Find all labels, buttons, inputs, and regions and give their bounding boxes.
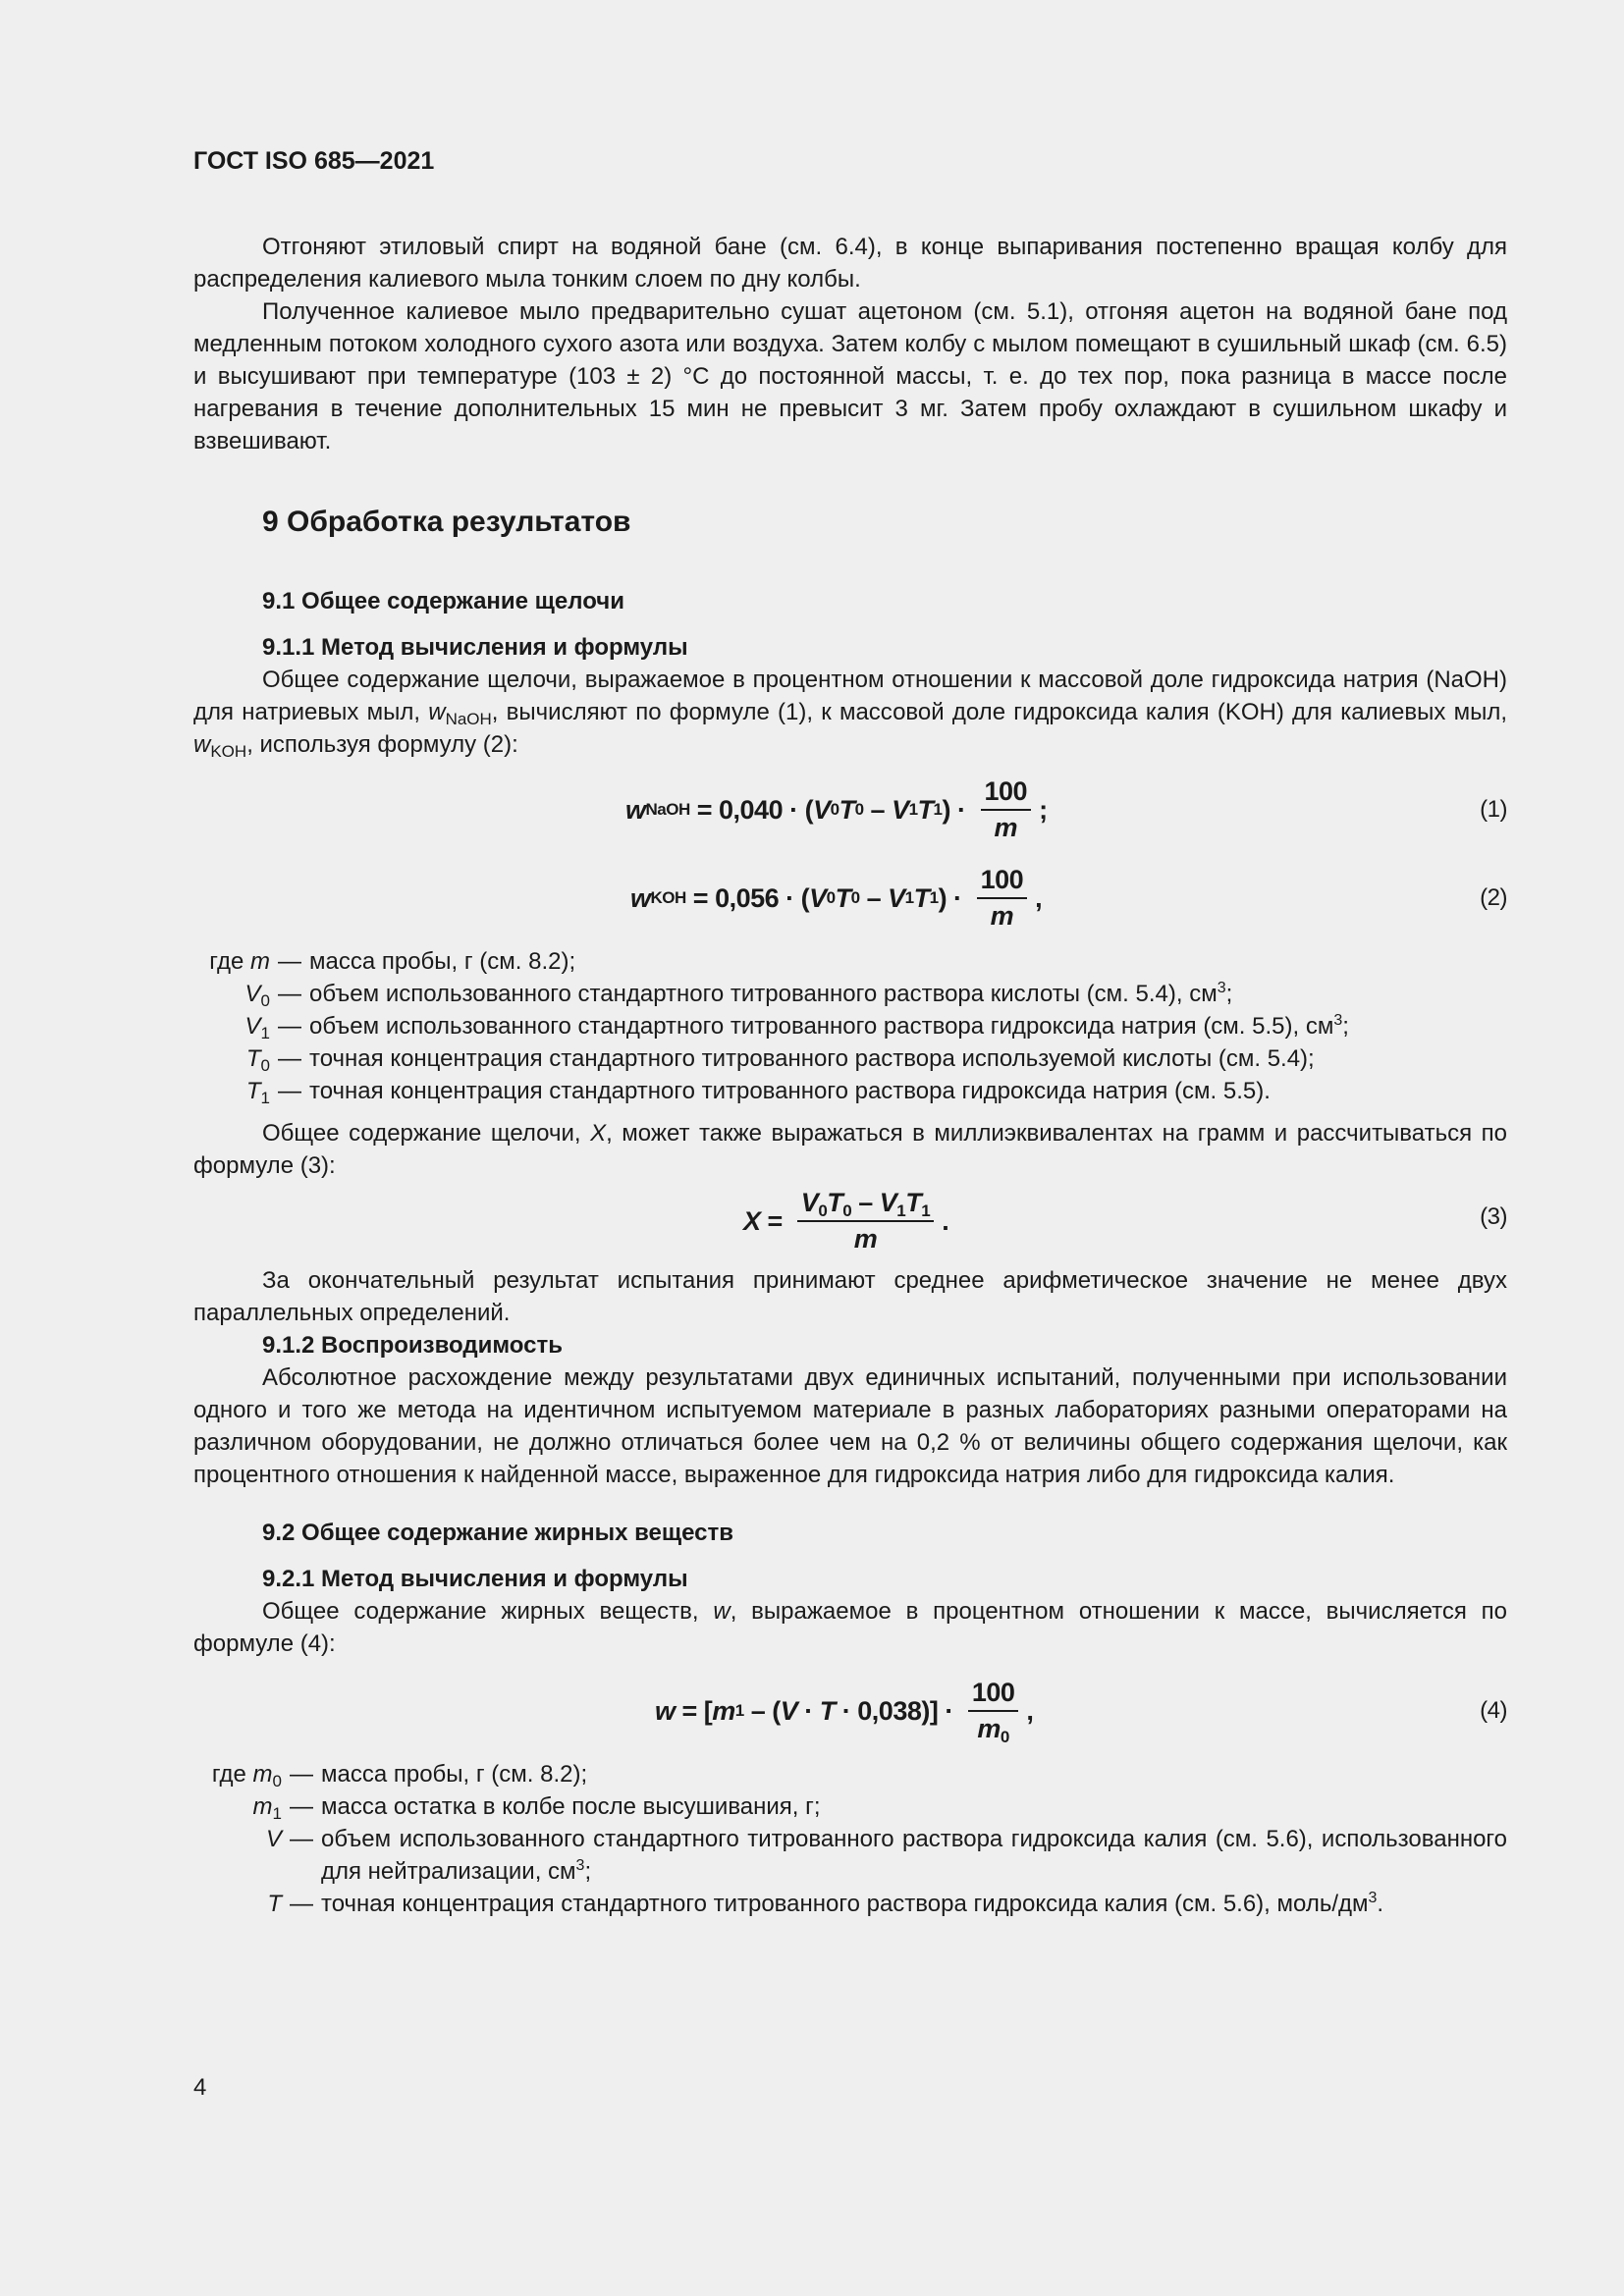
formula-2: w KOH = 0,056 · ( V 0 T 0 – V 1 T 1 ) · $\frac{100}{m}$ , (2)	[630, 865, 1507, 931]
formula-4-label: (4)	[1480, 1697, 1507, 1724]
intro-paragraph-1: Отгоняют этиловый спирт на водяной бане (см. 6.4), в конце выпаривания постепенно вращая колбу для распределения калиевого мыла тонким слоем по дну колбы.	[193, 234, 1507, 293]
formula-3-label: (3)	[1480, 1203, 1507, 1230]
legend-symbol: $V_0$	[244, 981, 270, 1010]
legend-text: масса пробы, г (см. 8.2);	[321, 1761, 588, 1788]
section-9-1-1-title: 9.1.1 Метод вычисления и формулы	[262, 634, 688, 661]
legend-dash: —	[290, 1826, 313, 1852]
legend-symbol: где m	[209, 948, 270, 975]
legend-row	[193, 1823, 1507, 1888]
legend-row	[193, 1042, 1507, 1075]
legend-symbol: T	[267, 1891, 282, 1917]
alkali-x-paragraph: Общее содержание щелочи, X, может также выражаться в миллиэквивалентах на грамм и рассчитываться по формуле (3):	[193, 1120, 1507, 1179]
legend-text: точная концентрация стандартного титрованного раствора гидроксида калия (см. 5.6), моль/$дм^3$.	[321, 1890, 1384, 1917]
section-9-title: 9 Обработка результатов	[262, 506, 631, 538]
section-9-1-2-title: 9.1.2 Воспроизводимость	[262, 1332, 563, 1359]
legend-symbol: $V_1$	[244, 1013, 270, 1042]
legend-row	[193, 978, 1507, 1010]
formula-4: w = [ m 1 – ( V · T · 0,038)] · $\frac{100}{m_0}$ , (4)	[655, 1678, 1507, 1746]
legend-text: точная концентрация стандартного титрованного раствора используемой кислоты (см. 5.4);	[309, 1045, 1315, 1072]
page-number: 4	[193, 2074, 207, 2101]
legend-dash: —	[290, 1761, 313, 1788]
legend-symbol: V	[265, 1826, 282, 1852]
legend-dash: —	[278, 948, 301, 975]
formula-3: X = $\frac{V_0T_0 - V_1T_1}{m}$ . (3)	[743, 1188, 1507, 1254]
legend-symbol: $T_1$	[245, 1078, 270, 1107]
legend-text: объем использованного стандартного титрованного раствора гидроксида натрия (см. 5.5), $см^3$;	[309, 1012, 1349, 1040]
legend-symbol: $m_1$	[252, 1793, 282, 1823]
formula-1: w NaOH = 0,040 · ( V 0 T 0 – V 1 T 1 ) · $\frac{100}{m}$ ; (1)	[625, 776, 1507, 842]
section-9-2-1-title: 9.2.1 Метод вычисления и формулы	[262, 1566, 688, 1592]
section-9-1-title: 9.1 Общее содержание щелочи	[262, 588, 624, 614]
document-page	[193, 147, 1507, 1920]
legend-dash: —	[278, 1078, 301, 1104]
legend-dash: —	[278, 1013, 301, 1040]
legend-symbol: где $m_0$	[211, 1761, 282, 1790]
final-result-paragraph: За окончательный результат испытания принимают среднее арифметическое значение не менее двух параллельных определений.	[193, 1267, 1507, 1326]
legend-dash: —	[278, 1045, 301, 1072]
reproducibility-paragraph: Абсолютное расхождение между результатами двух единичных испытаний, полученными при использовании одного и того же метода на идентичном испытуемом материале в разных лабораториях разными операторами на различном оборудовании, не должно отличаться более чем на 0,2 % от величины общего содержания щелочи, как процентного отношения к найденной массе, выраженное для гидроксида натрия либо для гидроксида калия.	[193, 1364, 1507, 1488]
legend-row	[193, 1790, 1507, 1823]
intro-paragraph-2: Полученное калиевое мыло предварительно сушат ацетоном (см. 5.1), отгоняя ацетон на водяной бане под медленным потоком холодного сухого азота или воздуха. Затем колбу с мылом помещают в сушильный шкаф (см. 6.5) и высушивают при температуре (103 ± 2) °С до постоянной массы, т. е. до тех пор, пока разница в массе после нагревания в течение дополнительных 15 мин не превысит 3 мг. Затем пробу охлаждают в сушильном шкафу и взвешивают.	[193, 298, 1507, 454]
alkali-intro-paragraph: Общее содержание щелочи, выражаемое в процентном отношении к массовой доле гидроксида натрия (NaOH) для натриевых мыл, $w_{NaOH}$, вычисляют по формуле (1), к массовой доле гидроксида калия (KOH) для калиевых мыл, $w_{KOH}$, используя формулу (2):	[193, 667, 1507, 761]
legend-row	[193, 1758, 1507, 1790]
legend-row	[193, 1888, 1507, 1920]
legend-row	[193, 945, 1507, 978]
legend-text: объем использованного стандартного титрованного раствора кислоты (см. 5.4), $см^3$;	[309, 980, 1233, 1007]
legend-dash: —	[278, 981, 301, 1007]
legend-row	[193, 1075, 1507, 1107]
legend-1	[193, 945, 1507, 1107]
legend-symbol: $T_0$	[245, 1045, 270, 1075]
legend-text: объем использованного стандартного титрованного раствора гидроксида калия (см. 5.6), использованного для нейтрализации, $см^3$;	[321, 1826, 1507, 1885]
legend-text: масса пробы, г (см. 8.2);	[309, 948, 576, 975]
document-header: ГОСТ ISO 685—2021	[193, 147, 435, 175]
legend-2	[193, 1758, 1507, 1920]
legend-text: точная концентрация стандартного титрованного раствора гидроксида натрия (см. 5.5).	[309, 1078, 1271, 1104]
formula-2-label: (2)	[1480, 884, 1507, 911]
section-9-2-title: 9.2 Общее содержание жирных веществ	[262, 1520, 734, 1546]
formula-1-label: (1)	[1480, 796, 1507, 823]
legend-dash: —	[290, 1891, 313, 1917]
legend-dash: —	[290, 1793, 313, 1820]
fat-intro-paragraph: Общее содержание жирных веществ, w, выражаемое в процентном отношении к массе, вычисляется по формуле (4):	[193, 1598, 1507, 1657]
legend-row	[193, 1010, 1507, 1042]
legend-text: масса остатка в колбе после высушивания, г;	[321, 1793, 821, 1820]
